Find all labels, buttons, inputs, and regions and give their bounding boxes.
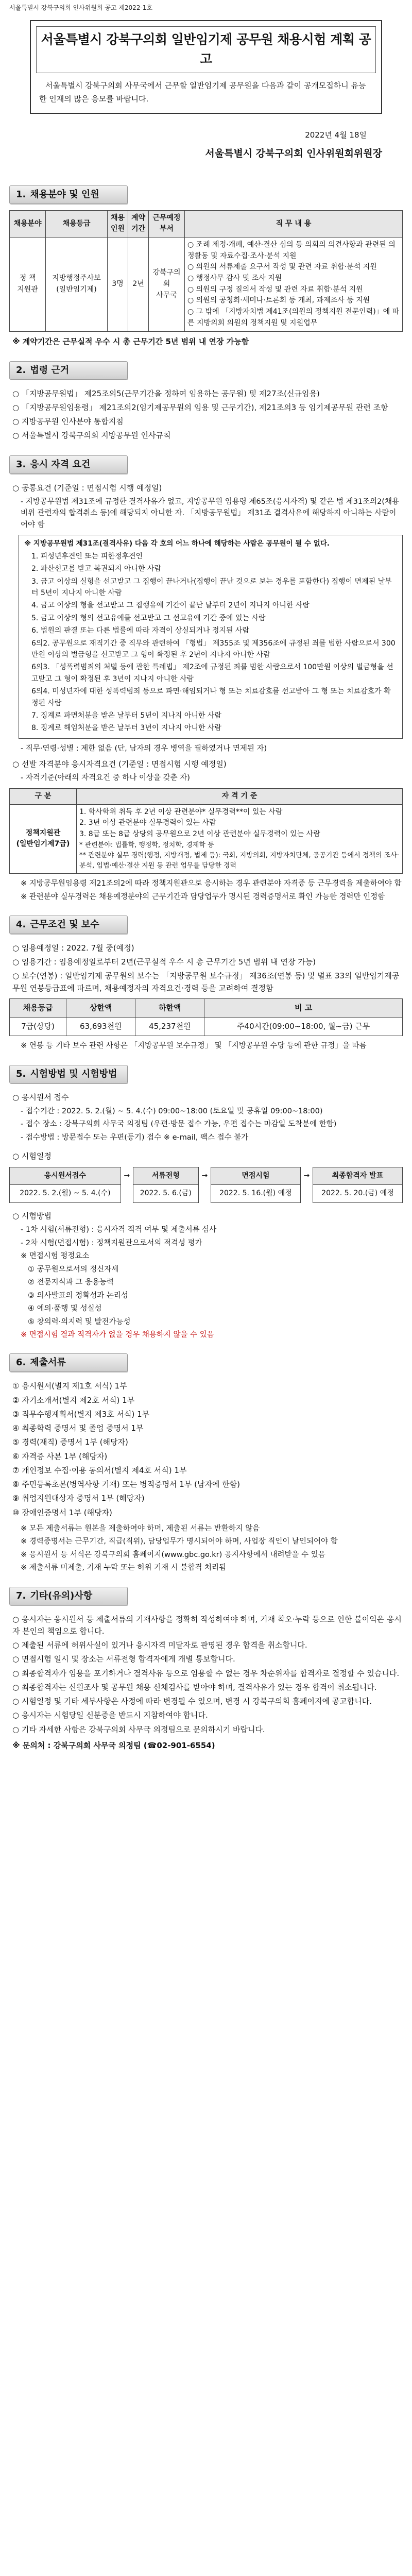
section-header-2: 2. 법령 근거 [9,361,128,380]
list-item: 2. 파산선고를 받고 복권되지 아니한 사람 [31,565,161,573]
law-item: ○ 서울특별시 강북구의회 지방공무원 인사규칙 [12,431,171,440]
notice-item: ○ 응시자는 응시원서 등 제출서류의 기재사항을 정확히 작성하여야 하며, 기재 착오·누락 등으로 인한 불이익은 응시자 본인의 책임으로 합니다. [12,1614,402,1636]
method-item: - 1차 시험(서류전형) : 응시자격 적격 여부 및 제출서류 심사 [21,1226,217,1234]
list-item: 4. 금고 이상의 형을 선고받고 그 집행유예 기간이 끝난 날부터 2년이 지나지 아니한 사람 [31,601,310,610]
arrow-icon: → [124,1171,130,1180]
application-item: - 접수기간 : 2022. 5. 2.(월) ~ 5. 4.(수) 09:00~18:00 (토요일 및 공휴일 09:00~18:00) [21,1107,323,1115]
notice-item: ○ 시험일정 및 기타 세부사항은 사정에 따라 변경될 수 있으며, 변경 시 강북구의회 홈페이지에 공고합니다. [12,1697,372,1706]
common-requirement-text: - 지방공무원법 제31조에 규정한 결격사유가 없고, 지방공무원 임용령 제65조(응시자격) 및 같은 법 제31조의2(채용비위 관련자의 합격취소 등)에 해당되지 아니한 자. 「지방공무원법」 제31조 결격사유에 해당하지 아니하는 사람이어야 함 [21,497,399,529]
notice-item: ○ 기타 자세한 사항은 강북구의회 사무국 의정팀으로 문의하시기 바랍니다. [12,1724,265,1734]
method-item: ② 전문지식과 그 응용능력 [28,1278,114,1287]
list-item: 6의4. 미성년자에 대한 성폭력범죄 등으로 파면·해임되거나 형 또는 치료감호를 선고받아 그 형 또는 치료감호가 확정된 사람 [31,687,391,707]
notice-item: ○ 최종합격자가 임용을 포기하거나 결격사유 등으로 임용할 수 없는 경우 차순위자를 합격자로 결정할 수 있습니다. [12,1668,400,1678]
work-condition-item: ○ 임용예정일 : 2022. 7월 중(예정) [12,943,134,953]
document-note: ※ 응시원서 등 서식은 강북구의회 홈페이지(www.gbc.go.kr) 공지사항에서 내려받을 수 있음 [21,1550,325,1559]
schedule-table [9,1167,403,1203]
list-item: 6. 법원의 판결 또는 다른 법률에 따라 자격이 상실되거나 정지된 사람 [31,626,250,635]
method-item: ① 공무원으로서의 정신자세 [28,1265,119,1274]
issuer-name: 서울특별시 강북구의회 인사위원회위원장 [205,148,382,160]
document-note: ※ 모든 제출서류는 원본을 제출하여야 하며, 제출된 서류는 반환하지 않음 [21,1524,260,1533]
application-item: - 접수 장소 : 강북구의회 사무국 의정팀 (우편·방문 접수 가능, 우편 접수는 마감일 도착분에 한함) [21,1120,337,1129]
timeline-title: ○ 시험일정 [12,1151,52,1161]
common-requirement-title: ○ 공통요건 (기준일 : 면접시험 시행 예정일) [12,483,162,493]
table-row: 정 책 지원관 지방행정주사보 (일반임기제) 3명 2년 강북구의회 사무국 ○ 조례 제정·개폐, 예산·결산 심의 등 의회의 의견사항과 관련된 의정활동 및 자료수집·조사·분석 지원 ○ 의원의 서류제출 요구서 작성 및 관련 자료 취합·분석 지원 ○ 행정사무 감사 및 조사 지원 ○ 의원의 구정 질의서 작성 및 관련 자료 취합·분석 지원 ○ 의원의 공청회·세미나·토론회 등 개최, 과제조사 등 지원 ○ 그 밖에 「지방자치법 제41조(의원의 정책지원 전문인력)」에 따른 지방의회 의원의 정책지원 및 지원업무 [10,238,403,332]
method-item: ④ 예의·품행 및 성실성 [28,1304,102,1313]
notice-item: ○ 제출된 서류에 허위사실이 있거나 응시자격 미달자로 판명된 경우 합격을 취소합니다. [12,1640,307,1650]
recruitment-table [9,210,403,332]
section-header-4: 4. 근무조건 및 보수 [9,916,128,934]
table-row: 2022. 5. 2.(월) ~ 5. 4.(수) 2022. 5. 6.(금) 2022. 5. 16.(월) 예정 2022. 5. 20.(금) 예정 [10,1185,403,1203]
application-item: ○ 응시원서 접수 [12,1092,69,1102]
method-item: ⑤ 창의력·의지력 및 발전가능성 [28,1317,131,1326]
title-box [30,20,382,114]
pay-table [9,998,403,1037]
announcement-date: 2022년 4월 18일 [305,130,367,140]
intro-text: 서울특별시 강북구의회 사무국에서 근무할 일반임기제 공무원을 다음과 같이 공개모집하니 유능한 인재의 많은 응모를 바랍니다. [39,81,366,104]
notice-item: ○ 면접시험 일시 및 장소는 서류전형 합격자에게 개별 통보합니다. [12,1654,235,1664]
requirement-line: - 직무·연령·성별 : 제한 없음 (단, 남자의 경우 병역을 필하였거나 면제된 자) [21,744,267,753]
list-item: 6의2. 공무원으로 재직기간 중 직무와 관련하여 「형법」 제355조 및 제356조에 규정된 죄를 범한 사람으로서 300만원 이상의 벌금형을 선고받고 그 형이 확정된 후 2년이 지나지 아니한 사람 [31,639,396,659]
list-item: 1. 피성년후견인 또는 피한정후견인 [31,552,143,561]
arrow-icon: → [303,1171,310,1180]
document-item: ⑤ 경력(재직) 증명서 1부 (해당자) [12,1437,128,1447]
work-condition-item: ○ 보수(연봉) : 일반임기제 공무원의 보수는 「지방공무원 보수규정」 제36조(연봉 등) 및 별표 33의 일반임기제공무원 연봉등급표에 따르며, 채용예정자의 자격요건·경력 등을 고려하여 결정함 [12,971,400,993]
requirement-line: - 자격기준(아래의 자격요건 중 하나 이상을 갖춘 자) [21,774,190,783]
document-item: ③ 직무수행계획서(별지 제3호 서식) 1부 [12,1409,150,1419]
arrow-icon: → [201,1171,208,1180]
page-title: 서울특별시 강북구의회 일반임기제 공무원 채용시험 계획 공고 [36,26,376,74]
document-item: ⑦ 개인정보 수집·이용 동의서(별지 제4호 서식) 1부 [12,1465,187,1475]
requirement-note: ※ 지방공무원임용령 제21조의2에 따라 정책지원관으로 응시하는 경우 관련분야 자격증 등 근무경력을 제출하여야 함 [21,879,402,888]
application-item: - 접수방법 : 방문접수 또는 우편(등기) 접수 ※ e-mail, 팩스 접수 불가 [21,1133,249,1142]
document-item: ⑨ 취업지원대상자 증명서 1부 (해당자) [12,1494,145,1503]
qualification-table [9,788,403,874]
work-condition-item: ○ 임용기간 : 임용예정일로부터 2년(근무실적 우수 시 총 근무기간 5년 범위 내 연장 가능) [12,957,316,967]
section-header-3: 3. 응시 자격 요건 [9,455,128,474]
list-item: 5. 금고 이상의 형의 선고유예를 선고받고 그 선고유예 기간 중에 있는 사람 [31,614,266,622]
section-header-1: 1. 채용분야 및 인원 [9,185,128,204]
pay-note: ※ 연봉 등 기타 보수 관련 사항은 「지방공무원 보수규정」 및 「지방공무원 수당 등에 관한 규정」을 따름 [21,1042,367,1050]
list-item: 8. 징계로 해임처분을 받은 날부터 3년이 지나지 아니한 사람 [31,724,221,733]
document-item: ⑩ 장애인증명서 1부 (해당자) [12,1507,112,1517]
table-header-row: 응시원서접수 → 서류전형 → 면접시험 → 최종합격자 발표 [10,1167,403,1185]
requirement-note: ※ 관련분야 실무경력은 채용예정분야의 근무기간과 담당업무가 명시된 경력증명서로 확인 가능한 경력만 인정함 [21,892,385,901]
table-header-row: 채용등급 상한액 하한액 비 고 [10,998,403,1017]
document-item: ④ 최종학력 증명서 및 졸업 증명서 1부 [12,1423,144,1433]
duty-list: ○ 조례 제정·개폐, 예산·결산 심의 등 의회의 의견사항과 관련된 의정활동 및 자료수집·조사·분석 지원 ○ 의원의 서류제출 요구서 작성 및 관련 자료 취합·분석 지원 ○ 행정사무 감사 및 조사 지원 ○ 의원의 구정 질의서 작성 및 관련 자료 취합·분석 지원 ○ 의원의 공청회·세미나·토론회 등 개최, 과제조사 등 지원 ○ 그 밖에 「지방자치법 제41조(의원의 정책지원 전문인력)」에 따른 지방의회 의원의 정책지원 및 지원업무 [185,238,403,332]
law-item: ○ 지방공무원 인사분야 통합지침 [12,417,124,427]
method-item: ※ 면접시험 평정요소 [21,1252,90,1261]
table-note: ※ 계약기간은 근무실적 우수 시 총 근무기간 5년 범위 내 연장 가능함 [12,336,249,346]
document-note: ※ 경력증명서는 근무기간, 직급(직위), 담당업무가 명시되어야 하며, 사업장 직인이 날인되어야 함 [21,1537,338,1546]
requirement-line: ○ 선발 자격분야 응시자격요건 (기준일 : 면접시험 시행 예정일) [12,759,227,769]
table-row: 정책지원관 (일반임기제7급) 1. 학사학위 취득 후 2년 이상 관련분야* 실무경력**이 있는 사람 2. 3년 이상 관련분야 실무경력이 있는 사람 3. 8급 또는 8급 상당의 공무원으로 2년 이상 관련분야 실무경력이 있는 사람 * 관련분야: 법률학, 행정학, 정치학, 경제학 등 ** 관련분야 실무 경력(행정, 지방재정, 법제 등): 국회, 지방의회, 지방자치단체, 공공기관 등에서 정책의 조사·분석, 입법·예산·결산 지원 등 관련 업무를 담당한 경력 [10,804,403,873]
method-note: ※ 면접시험 결과 적격자가 없을 경우 채용하지 않을 수 있음 [21,1331,214,1340]
section-header-5: 5. 시험방법 및 시험방법 [9,1065,128,1083]
notice-item: ○ 최종합격자는 신원조사 및 공무원 채용 신체검사를 받아야 하며, 결격사유가 있는 경우 합격이 취소됩니다. [12,1682,377,1692]
notice-item: ○ 응시자는 시험당일 신분증을 반드시 지참하여야 합니다. [12,1710,208,1720]
table-row: 7급(상당) 63,693천원 45,237천원 주40시간(09:00~18:00, 월~금) 근무 [10,1018,403,1036]
contact-info: ※ 문의처 : 강북구의회 사무국 의정팀 (☎02-901-6554) [12,1740,215,1750]
document-item: ⑥ 자격증 사본 1부 (해당자) [12,1451,108,1461]
method-item: ○ 시험방법 [12,1211,52,1221]
law-item: ○ 「지방공무원법」 제25조의5(근무기간을 정하여 임용하는 공무원) 및 제27조(신규임용) [12,388,320,398]
section-header-7: 7. 기타(유의)사항 [9,1587,128,1605]
list-item: 3. 금고 이상의 실형을 선고받고 그 집행이 끝나거나(집행이 끝난 것으로 보는 경우를 포함한다) 집행이 면제된 날부터 5년이 지나지 아니한 사람 [31,577,392,597]
method-item: ③ 의사발표의 정확성과 논리성 [28,1291,128,1300]
document-reference: 서울특별시 강북구의회 인사위원회 공고 제2022-1호 [9,4,153,11]
section-header-6: 6. 제출서류 [9,1353,128,1372]
document-item: ② 자기소개서(별지 제2호 서식) 1부 [12,1395,135,1405]
method-item: - 2차 시험(면접시험) : 정책지원관으로서의 적격성 평가 [21,1239,202,1247]
list-item: 7. 징계로 파면처분을 받은 날부터 5년이 지나지 아니한 사람 [31,711,221,720]
disqualification-box: ※ 지방공무원법 제31조(결격사유) 다음 각 호의 어느 하나에 해당하는 사람은 공무원이 될 수 없다. 1. 피성년후견인 또는 피한정후견인 2. 파산선고를 받고 복권되지 아니한 사람 3. 금고 이상의 실형을 선고받고 그 집행이 끝나거나(집행이 끝난 것으로 보는 경우를 포함한다) 집행이 면제된 날부터 5년이 지나지 아니한 사람 4. 금고 이상의 형을 선고받고 그 집행유예 기간이 끝난 날부터 2년이 지나지 아니한 사람 5. 금고 이상의 형의 선고유예를 선고받고 그 선고유예 기간 중에 있는 사람 6. 법원의 판결 또는 다른 법률에 따라 자격이 상실되거나 정지된 사람 6의2. 공무원으로 재직기간 중 직무와 관련하여 「형법」 제355조 및 제356조에 규정된 죄를 범한 사람으로서 300만원 이상의 벌금형을 선고받고 그 형이 확정된 후 2년이 지나지 아니한 사람 6의3. 「성폭력범죄의 처벌 등에 관한 특례법」 제2조에 규정된 죄를 범한 사람으로서 100만원 이상의 벌금형을 선고받고 그 형이 확정된 후 3년이 지나지 아니한 사람 6의4. 미성년자에 대한 성폭력범죄 등으로 파면·해임되거나 형 또는 치료감호를 선고받아 그 형 또는 치료감호가 확정된 사람 7. 징계로 파면처분을 받은 날부터 5년이 지나지 아니한 사람 8. 징계로 해임처분을 받은 날부터 3년이 지나지 아니한 사람 [19,535,403,738]
document-note: ※ 제출서류 미제출, 기재 누락 또는 허위 기재 시 불합격 처리됨 [21,1564,227,1572]
document-item: ⑧ 주민등록초본(병역사항 기재) 또는 병적증명서 1부 (남자에 한함) [12,1480,241,1489]
law-item: ○ 「지방공무원임용령」 제21조의2(임기제공무원의 임용 및 근무기간), 제21조의3 등 임기제공무원 관련 조항 [12,402,388,412]
document-item: ① 응시원서(별지 제1호 서식) 1부 [12,1381,127,1391]
table-header-row: 구 분 자 격 기 준 [10,788,403,804]
list-item: 6의3. 「성폭력범죄의 처벌 등에 관한 특례법」 제2조에 규정된 죄를 범한 사람으로서 100만원 이상의 벌금형을 선고받고 그 형이 확정된 후 3년이 지나지 아니한 사람 [31,663,393,683]
table-header-row: 채용분야 채용등급 채용인원 계약기간 근무예정부서 직 무 내 용 [10,210,403,237]
